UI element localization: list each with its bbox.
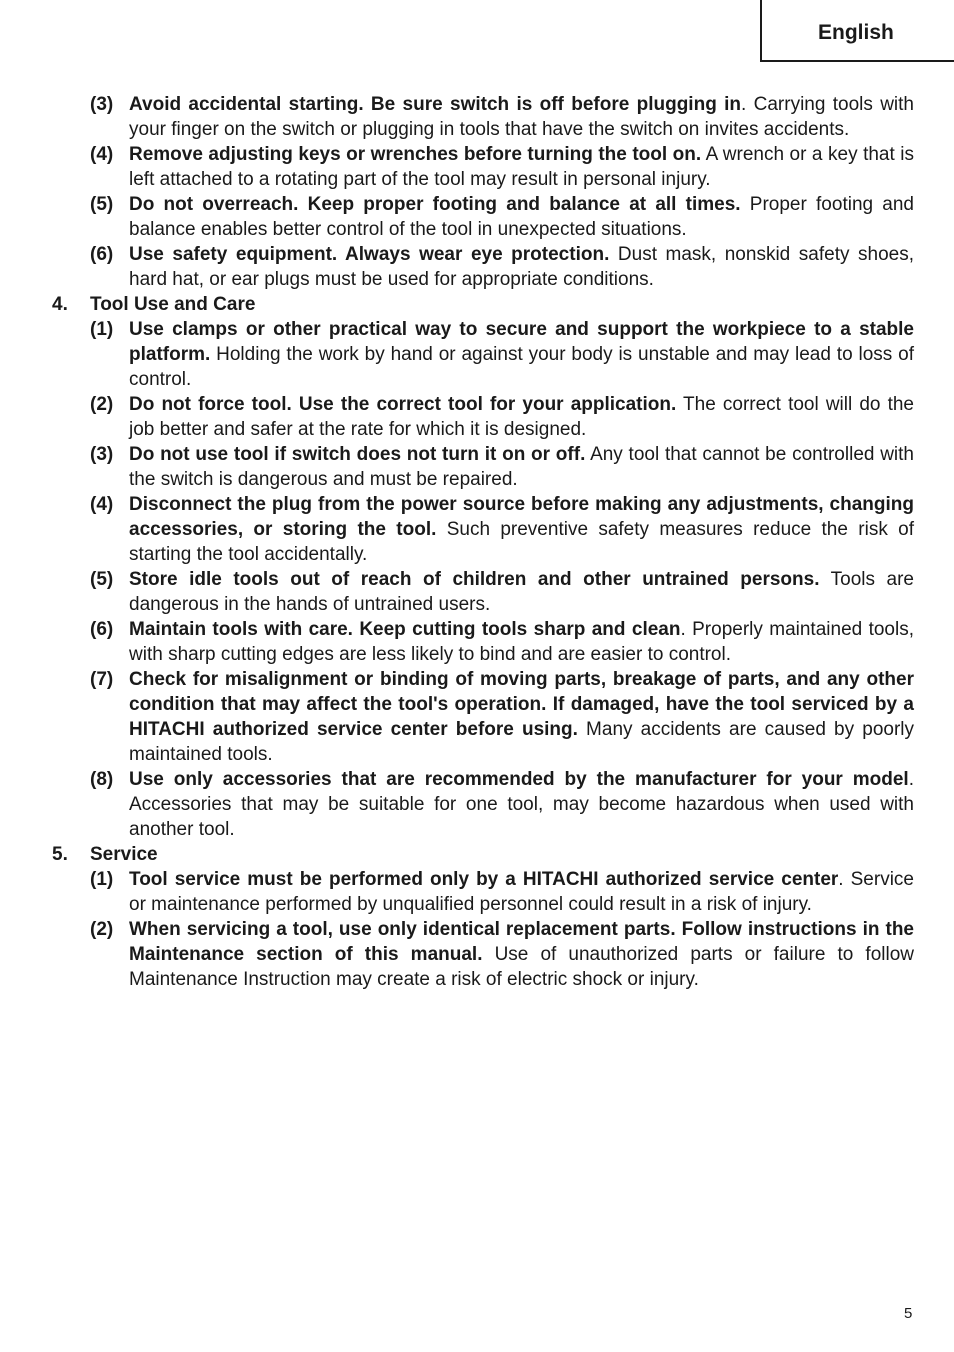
rule-text: Many accidents are caused by poorly maintained tools. [129, 719, 914, 765]
item-number: (4) [90, 144, 114, 165]
rule-text: Tools are dangerous in the hands of untrained users. [129, 569, 915, 615]
section-number: 4. [52, 294, 68, 315]
rule-text: The correct tool will do the job better and safer at the rate for which it is designed. [129, 394, 914, 440]
rule-text: Dust mask, nonskid safety shoes, hard hat, or ear plugs must be used for appropriate conditions. [129, 244, 915, 290]
rule-heading: Avoid accidental starting. Be sure switch is off before plugging in [129, 94, 742, 115]
rule-heading: Do not overreach. Keep proper footing and balance at all times. [129, 194, 741, 215]
rule-text: Use of unauthorized parts or failure to follow Maintenance Instruction may create a risk of electric shock or injury. [129, 944, 915, 990]
item-number: (8) [90, 769, 114, 790]
rule-heading: Use clamps or other practical way to secure and support the workpiece to a stable platform. [129, 319, 914, 365]
rule-heading: Store idle tools out of reach of children and other untrained persons. [129, 569, 820, 590]
item-number: (7) [90, 669, 114, 690]
section-title: Tool Use and Care [90, 294, 256, 315]
item-number: (6) [90, 244, 114, 265]
section-number: 5. [52, 844, 68, 865]
rule-text: A wrench or a key that is left attached to a rotating part of the tool may result in personal injury. [129, 144, 915, 190]
safety-rule-item [52, 442, 914, 492]
safety-rule-item [52, 767, 914, 842]
rule-text: Any tool that cannot be controlled with the switch is dangerous and must be repaired. [129, 444, 914, 490]
rule-text: . Accessories that may be suitable for one tool, may become hazardous when used with another tool. [129, 769, 914, 840]
safety-rule-item [52, 867, 914, 917]
safety-rule-item [52, 492, 914, 567]
item-number: (6) [90, 619, 114, 640]
safety-rule-item [52, 92, 914, 142]
item-number: (3) [90, 444, 114, 465]
safety-rule-item [52, 917, 914, 992]
safety-rule-item [52, 667, 914, 767]
item-number: (3) [90, 94, 114, 115]
rule-text: . Carrying tools with your finger on the switch or plugging in tools that have the switch on invites accidents. [129, 94, 914, 140]
item-number: (4) [90, 494, 114, 515]
rule-heading: Maintain tools with care. Keep cutting tools sharp and clean [129, 619, 681, 640]
language-tab [760, 0, 954, 62]
rule-text: . Service or maintenance performed by unqualified personnel could result in a risk of injury. [129, 869, 914, 915]
rule-heading: Use only accessories that are recommended by the manufacturer for your model [129, 769, 909, 790]
section-heading [52, 292, 914, 317]
rule-text: . Properly maintained tools, with sharp cutting edges are less likely to bind and are easier to control. [129, 619, 914, 665]
rule-heading: When servicing a tool, use only identical replacement parts. Follow instructions in the Maintenance section of this manual. [129, 919, 914, 965]
safety-rule-item [52, 617, 914, 667]
item-number: (1) [90, 319, 114, 340]
language-label: English [818, 21, 894, 44]
rule-heading: Use safety equipment. Always wear eye protection. [129, 244, 610, 265]
rule-heading: Do not force tool. Use the correct tool for your application. [129, 394, 677, 415]
safety-rule-item [52, 392, 914, 442]
rule-heading: Disconnect the plug from the power source before making any adjustments, changing accessories, or storing the tool. [129, 494, 914, 540]
rule-heading: Check for misalignment or binding of moving parts, breakage of parts, and any other condition that may affect the tool's operation. If damaged, have the tool serviced by a HITACHI authorized service center before using. [129, 669, 914, 740]
item-number: (2) [90, 919, 114, 940]
section-title: Service [90, 844, 158, 865]
rule-heading: Remove adjusting keys or wrenches before turning the tool on. [129, 144, 702, 165]
rule-heading: Tool service must be performed only by a HITACHI authorized service center [129, 869, 839, 890]
rule-text: Proper footing and balance enables better control of the tool in unexpected situations. [129, 194, 914, 240]
rule-heading: Do not use tool if switch does not turn it on or off. [129, 444, 586, 465]
item-number: (5) [90, 194, 114, 215]
rule-text: Such preventive safety measures reduce the risk of starting the tool accidentally. [129, 519, 914, 565]
safety-rule-item [52, 567, 914, 617]
item-number: (2) [90, 394, 114, 415]
safety-rule-item [52, 317, 914, 392]
page-number: 5 [904, 1305, 913, 1322]
safety-rule-item [52, 142, 914, 192]
item-number: (1) [90, 869, 114, 890]
section-heading [52, 842, 914, 867]
safety-rule-item [52, 242, 914, 292]
rule-text: Holding the work by hand or against your body is unstable and may lead to loss of control. [129, 344, 914, 390]
safety-rule-item [52, 192, 914, 242]
item-number: (5) [90, 569, 114, 590]
manual-body [52, 92, 914, 992]
